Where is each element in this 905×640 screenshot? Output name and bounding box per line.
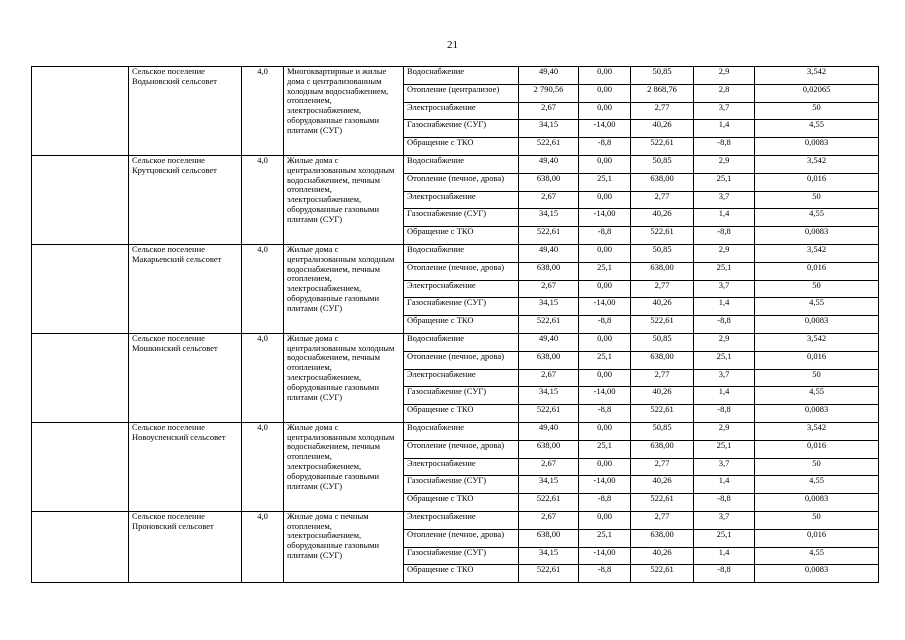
coefficient-value: 4,0 [257, 66, 268, 76]
value-v4: 1,4 [694, 387, 755, 405]
value-v3: 50,85 [631, 422, 694, 440]
value-v1: 638,00 [519, 351, 579, 369]
value-v5: 4,55 [755, 209, 879, 227]
value-v5: 4,55 [755, 387, 879, 405]
value-v4: 25,1 [694, 173, 755, 191]
coefficient-value: 4,0 [257, 244, 268, 254]
value-v1: 34,15 [519, 209, 579, 227]
service-name: Отопление (печное, дрова) [404, 173, 519, 191]
value-v3: 40,26 [631, 209, 694, 227]
value-v5: 0,0083 [755, 316, 879, 334]
service-name: Газоснабжение (СУГ) [404, 120, 519, 138]
value-v4: 1,4 [694, 120, 755, 138]
value-v5: 0,0083 [755, 494, 879, 512]
value-v1: 638,00 [519, 262, 579, 280]
value-v1: 2,67 [519, 369, 579, 387]
value-v4: 2,9 [694, 333, 755, 351]
value-v1: 638,00 [519, 529, 579, 547]
service-name: Газоснабжение (СУГ) [404, 387, 519, 405]
settlement-name-cell [129, 155, 242, 244]
tariff-table [31, 66, 879, 583]
value-v1: 34,15 [519, 476, 579, 494]
value-v4: 1,4 [694, 209, 755, 227]
value-v2: 0,00 [579, 244, 631, 262]
value-v2: -14,00 [579, 298, 631, 316]
value-v3: 2,77 [631, 369, 694, 387]
value-v2: 25,1 [579, 440, 631, 458]
value-v1: 34,15 [519, 387, 579, 405]
value-v5: 50 [755, 102, 879, 120]
service-name: Газоснабжение (СУГ) [404, 298, 519, 316]
value-v4: -8,8 [694, 227, 755, 245]
value-v2: -8,8 [579, 405, 631, 423]
value-v2: 25,1 [579, 173, 631, 191]
value-v2: -8,8 [579, 494, 631, 512]
service-name: Электроснабжение [404, 369, 519, 387]
coefficient-value-cell [242, 422, 284, 511]
value-v3: 522,61 [631, 565, 694, 583]
value-v3: 638,00 [631, 529, 694, 547]
value-v1: 34,15 [519, 547, 579, 565]
value-v5: 4,55 [755, 120, 879, 138]
value-v5: 4,55 [755, 476, 879, 494]
settlement-name-cell [129, 422, 242, 511]
value-v1: 522,61 [519, 405, 579, 423]
value-v2: 0,00 [579, 155, 631, 173]
service-name: Обращение с ТКО [404, 565, 519, 583]
service-name: Водоснабжение [404, 244, 519, 262]
value-v4: 2,9 [694, 155, 755, 173]
value-v2: 0,00 [579, 84, 631, 102]
value-v5: 4,55 [755, 547, 879, 565]
coefficient-value-cell [242, 333, 284, 422]
value-v3: 50,85 [631, 67, 694, 85]
empty-cell-cell [32, 244, 129, 333]
settlement-name: Сельское поселение Водьновский сельсовет [132, 66, 218, 86]
value-v2: -8,8 [579, 227, 631, 245]
value-v4: -8,8 [694, 494, 755, 512]
service-name: Отопление (централизое) [404, 84, 519, 102]
service-name: Электроснабжение [404, 280, 519, 298]
value-v1: 638,00 [519, 440, 579, 458]
service-name: Электроснабжение [404, 458, 519, 476]
service-name: Отопление (печное, дрова) [404, 440, 519, 458]
value-v3: 2,77 [631, 458, 694, 476]
value-v1: 522,61 [519, 316, 579, 334]
value-v1: 49,40 [519, 244, 579, 262]
value-v5: 50 [755, 369, 879, 387]
value-v3: 40,26 [631, 120, 694, 138]
value-v4: 1,4 [694, 547, 755, 565]
value-v4: 2,9 [694, 67, 755, 85]
value-v3: 40,26 [631, 476, 694, 494]
value-v1: 34,15 [519, 120, 579, 138]
value-v2: -8,8 [579, 565, 631, 583]
value-v4: 3,7 [694, 280, 755, 298]
value-v3: 2,77 [631, 511, 694, 529]
service-name: Отопление (печное, дрова) [404, 351, 519, 369]
service-name: Водоснабжение [404, 67, 519, 85]
value-v3: 522,61 [631, 138, 694, 156]
value-v4: -8,8 [694, 316, 755, 334]
value-v5: 50 [755, 191, 879, 209]
value-v3: 2,77 [631, 102, 694, 120]
service-name: Обращение с ТКО [404, 494, 519, 512]
coefficient-value-cell [242, 511, 284, 582]
value-v5: 0,016 [755, 173, 879, 191]
service-name: Отопление (печное, дрова) [404, 262, 519, 280]
table-row [32, 67, 879, 85]
value-v5: 0,016 [755, 262, 879, 280]
value-v2: -14,00 [579, 209, 631, 227]
value-v5: 0,0083 [755, 138, 879, 156]
housing-description-cell [284, 155, 404, 244]
value-v5: 3,542 [755, 422, 879, 440]
service-name: Водоснабжение [404, 333, 519, 351]
housing-description-cell [284, 244, 404, 333]
service-name: Газоснабжение (СУГ) [404, 476, 519, 494]
value-v5: 0,016 [755, 351, 879, 369]
service-name: Отопление (печное, дрова) [404, 529, 519, 547]
value-v1: 638,00 [519, 173, 579, 191]
empty-cell-cell [32, 422, 129, 511]
settlement-name: Сельское поселение Крутцовский сельсовет [132, 155, 217, 175]
housing-description-cell [284, 333, 404, 422]
value-v4: 3,7 [694, 102, 755, 120]
table-row [32, 422, 879, 440]
settlement-name-cell [129, 333, 242, 422]
value-v1: 49,40 [519, 333, 579, 351]
service-name: Обращение с ТКО [404, 138, 519, 156]
value-v5: 4,55 [755, 298, 879, 316]
settlement-name: Сельское поселение Мошкинский сельсовет [132, 333, 218, 353]
service-name: Газоснабжение (СУГ) [404, 209, 519, 227]
table-body [32, 67, 879, 583]
value-v1: 34,15 [519, 298, 579, 316]
value-v3: 2,77 [631, 191, 694, 209]
value-v2: 0,00 [579, 369, 631, 387]
value-v2: 25,1 [579, 262, 631, 280]
service-name: Обращение с ТКО [404, 316, 519, 334]
value-v3: 638,00 [631, 262, 694, 280]
value-v5: 0,0083 [755, 227, 879, 245]
service-name: Обращение с ТКО [404, 405, 519, 423]
service-name: Газоснабжение (СУГ) [404, 547, 519, 565]
value-v4: 25,1 [694, 529, 755, 547]
value-v1: 49,40 [519, 67, 579, 85]
value-v3: 40,26 [631, 387, 694, 405]
value-v2: 0,00 [579, 333, 631, 351]
value-v3: 50,85 [631, 244, 694, 262]
table-row [32, 244, 879, 262]
value-v3: 522,61 [631, 227, 694, 245]
value-v5: 50 [755, 458, 879, 476]
value-v4: -8,8 [694, 138, 755, 156]
service-name: Обращение с ТКО [404, 227, 519, 245]
empty-cell-cell [32, 155, 129, 244]
coefficient-value-cell [242, 155, 284, 244]
value-v2: 25,1 [579, 529, 631, 547]
value-v3: 40,26 [631, 547, 694, 565]
service-name: Электроснабжение [404, 102, 519, 120]
value-v3: 2,77 [631, 280, 694, 298]
value-v3: 638,00 [631, 440, 694, 458]
value-v4: 25,1 [694, 351, 755, 369]
value-v1: 2,67 [519, 280, 579, 298]
value-v4: 2,9 [694, 422, 755, 440]
value-v5: 0,0083 [755, 565, 879, 583]
value-v4: 1,4 [694, 298, 755, 316]
table-row [32, 155, 879, 173]
housing-description-cell [284, 422, 404, 511]
value-v3: 50,85 [631, 155, 694, 173]
value-v1: 522,61 [519, 494, 579, 512]
coefficient-value: 4,0 [257, 155, 268, 165]
housing-description-cell [284, 67, 404, 156]
value-v3: 522,61 [631, 405, 694, 423]
value-v4: 3,7 [694, 511, 755, 529]
value-v4: 3,7 [694, 458, 755, 476]
value-v5: 50 [755, 511, 879, 529]
value-v5: 0,0083 [755, 405, 879, 423]
housing-description: Жилые дома с централизованным холодным водоснабжением, печным отоплением, электроснабжением, оборудованные газовыми плитами (СУГ) [287, 422, 395, 491]
value-v2: -8,8 [579, 316, 631, 334]
value-v5: 0,016 [755, 529, 879, 547]
value-v2: -14,00 [579, 387, 631, 405]
value-v3: 638,00 [631, 173, 694, 191]
settlement-name: Сельское поселение Новоуспенский сельсовет [132, 422, 226, 442]
value-v5: 3,542 [755, 244, 879, 262]
value-v1: 2,67 [519, 191, 579, 209]
settlement-name: Сельское поселение Макарьевский сельсовет [132, 244, 222, 264]
value-v4: 3,7 [694, 369, 755, 387]
coefficient-value-cell [242, 67, 284, 156]
page-number: 21 [447, 39, 458, 51]
value-v4: 25,1 [694, 262, 755, 280]
housing-description: Многоквартирные и жилые дома с централизованным холодным водоснабжением, отоплением, электроснабжением, оборудованные газовыми плитами (СУГ) [287, 66, 389, 135]
service-name: Водоснабжение [404, 422, 519, 440]
housing-description: Жилые дома с печным отоплением, электроснабжением, оборудованные газовыми плитами (СУГ) [287, 511, 380, 560]
value-v5: 3,542 [755, 67, 879, 85]
value-v5: 3,542 [755, 155, 879, 173]
coefficient-value: 4,0 [257, 333, 268, 343]
empty-cell-cell [32, 333, 129, 422]
settlement-name-cell [129, 244, 242, 333]
value-v2: -8,8 [579, 138, 631, 156]
value-v3: 638,00 [631, 351, 694, 369]
value-v2: -14,00 [579, 120, 631, 138]
coefficient-value-cell [242, 244, 284, 333]
value-v5: 50 [755, 280, 879, 298]
housing-description: Жилые дома с централизованным холодным водоснабжением, печным отоплением, электроснабжением, оборудованные газовыми плитами (СУГ) [287, 333, 395, 402]
service-name: Электроснабжение [404, 511, 519, 529]
value-v1: 522,61 [519, 227, 579, 245]
settlement-name-cell [129, 511, 242, 582]
service-name: Водоснабжение [404, 155, 519, 173]
value-v2: 0,00 [579, 422, 631, 440]
value-v5: 3,542 [755, 333, 879, 351]
value-v5: 0,016 [755, 440, 879, 458]
value-v4: 2,8 [694, 84, 755, 102]
value-v5: 0,02065 [755, 84, 879, 102]
value-v4: 25,1 [694, 440, 755, 458]
empty-cell-cell [32, 511, 129, 582]
coefficient-value: 4,0 [257, 511, 268, 521]
value-v1: 49,40 [519, 155, 579, 173]
value-v3: 522,61 [631, 494, 694, 512]
service-name: Электроснабжение [404, 191, 519, 209]
value-v2: -14,00 [579, 476, 631, 494]
table-row [32, 511, 879, 529]
value-v1: 522,61 [519, 565, 579, 583]
empty-cell-cell [32, 67, 129, 156]
settlement-name-cell [129, 67, 242, 156]
value-v3: 522,61 [631, 316, 694, 334]
value-v4: -8,8 [694, 405, 755, 423]
value-v4: -8,8 [694, 565, 755, 583]
table-row [32, 333, 879, 351]
housing-description: Жилые дома с централизованным холодным водоснабжением, печным отоплением, электроснабжением, оборудованные газовыми плитами (СУГ) [287, 155, 395, 224]
value-v3: 50,85 [631, 333, 694, 351]
value-v2: 0,00 [579, 511, 631, 529]
value-v2: 0,00 [579, 191, 631, 209]
value-v2: 25,1 [579, 351, 631, 369]
coefficient-value: 4,0 [257, 422, 268, 432]
value-v2: 0,00 [579, 458, 631, 476]
value-v1: 2,67 [519, 102, 579, 120]
value-v2: 0,00 [579, 102, 631, 120]
housing-description-cell [284, 511, 404, 582]
value-v1: 2 790,56 [519, 84, 579, 102]
value-v3: 40,26 [631, 298, 694, 316]
value-v3: 2 868,76 [631, 84, 694, 102]
value-v1: 2,67 [519, 511, 579, 529]
value-v4: 1,4 [694, 476, 755, 494]
value-v4: 3,7 [694, 191, 755, 209]
housing-description: Жилые дома с централизованным холодным водоснабжением, печным отоплением, электроснабжением, оборудованные газовыми плитами (СУГ) [287, 244, 395, 313]
value-v1: 49,40 [519, 422, 579, 440]
settlement-name: Сельское поселение Проновский сельсовет [132, 511, 214, 531]
value-v4: 2,9 [694, 244, 755, 262]
value-v1: 2,67 [519, 458, 579, 476]
value-v2: -14,00 [579, 547, 631, 565]
value-v1: 522,61 [519, 138, 579, 156]
value-v2: 0,00 [579, 67, 631, 85]
value-v2: 0,00 [579, 280, 631, 298]
